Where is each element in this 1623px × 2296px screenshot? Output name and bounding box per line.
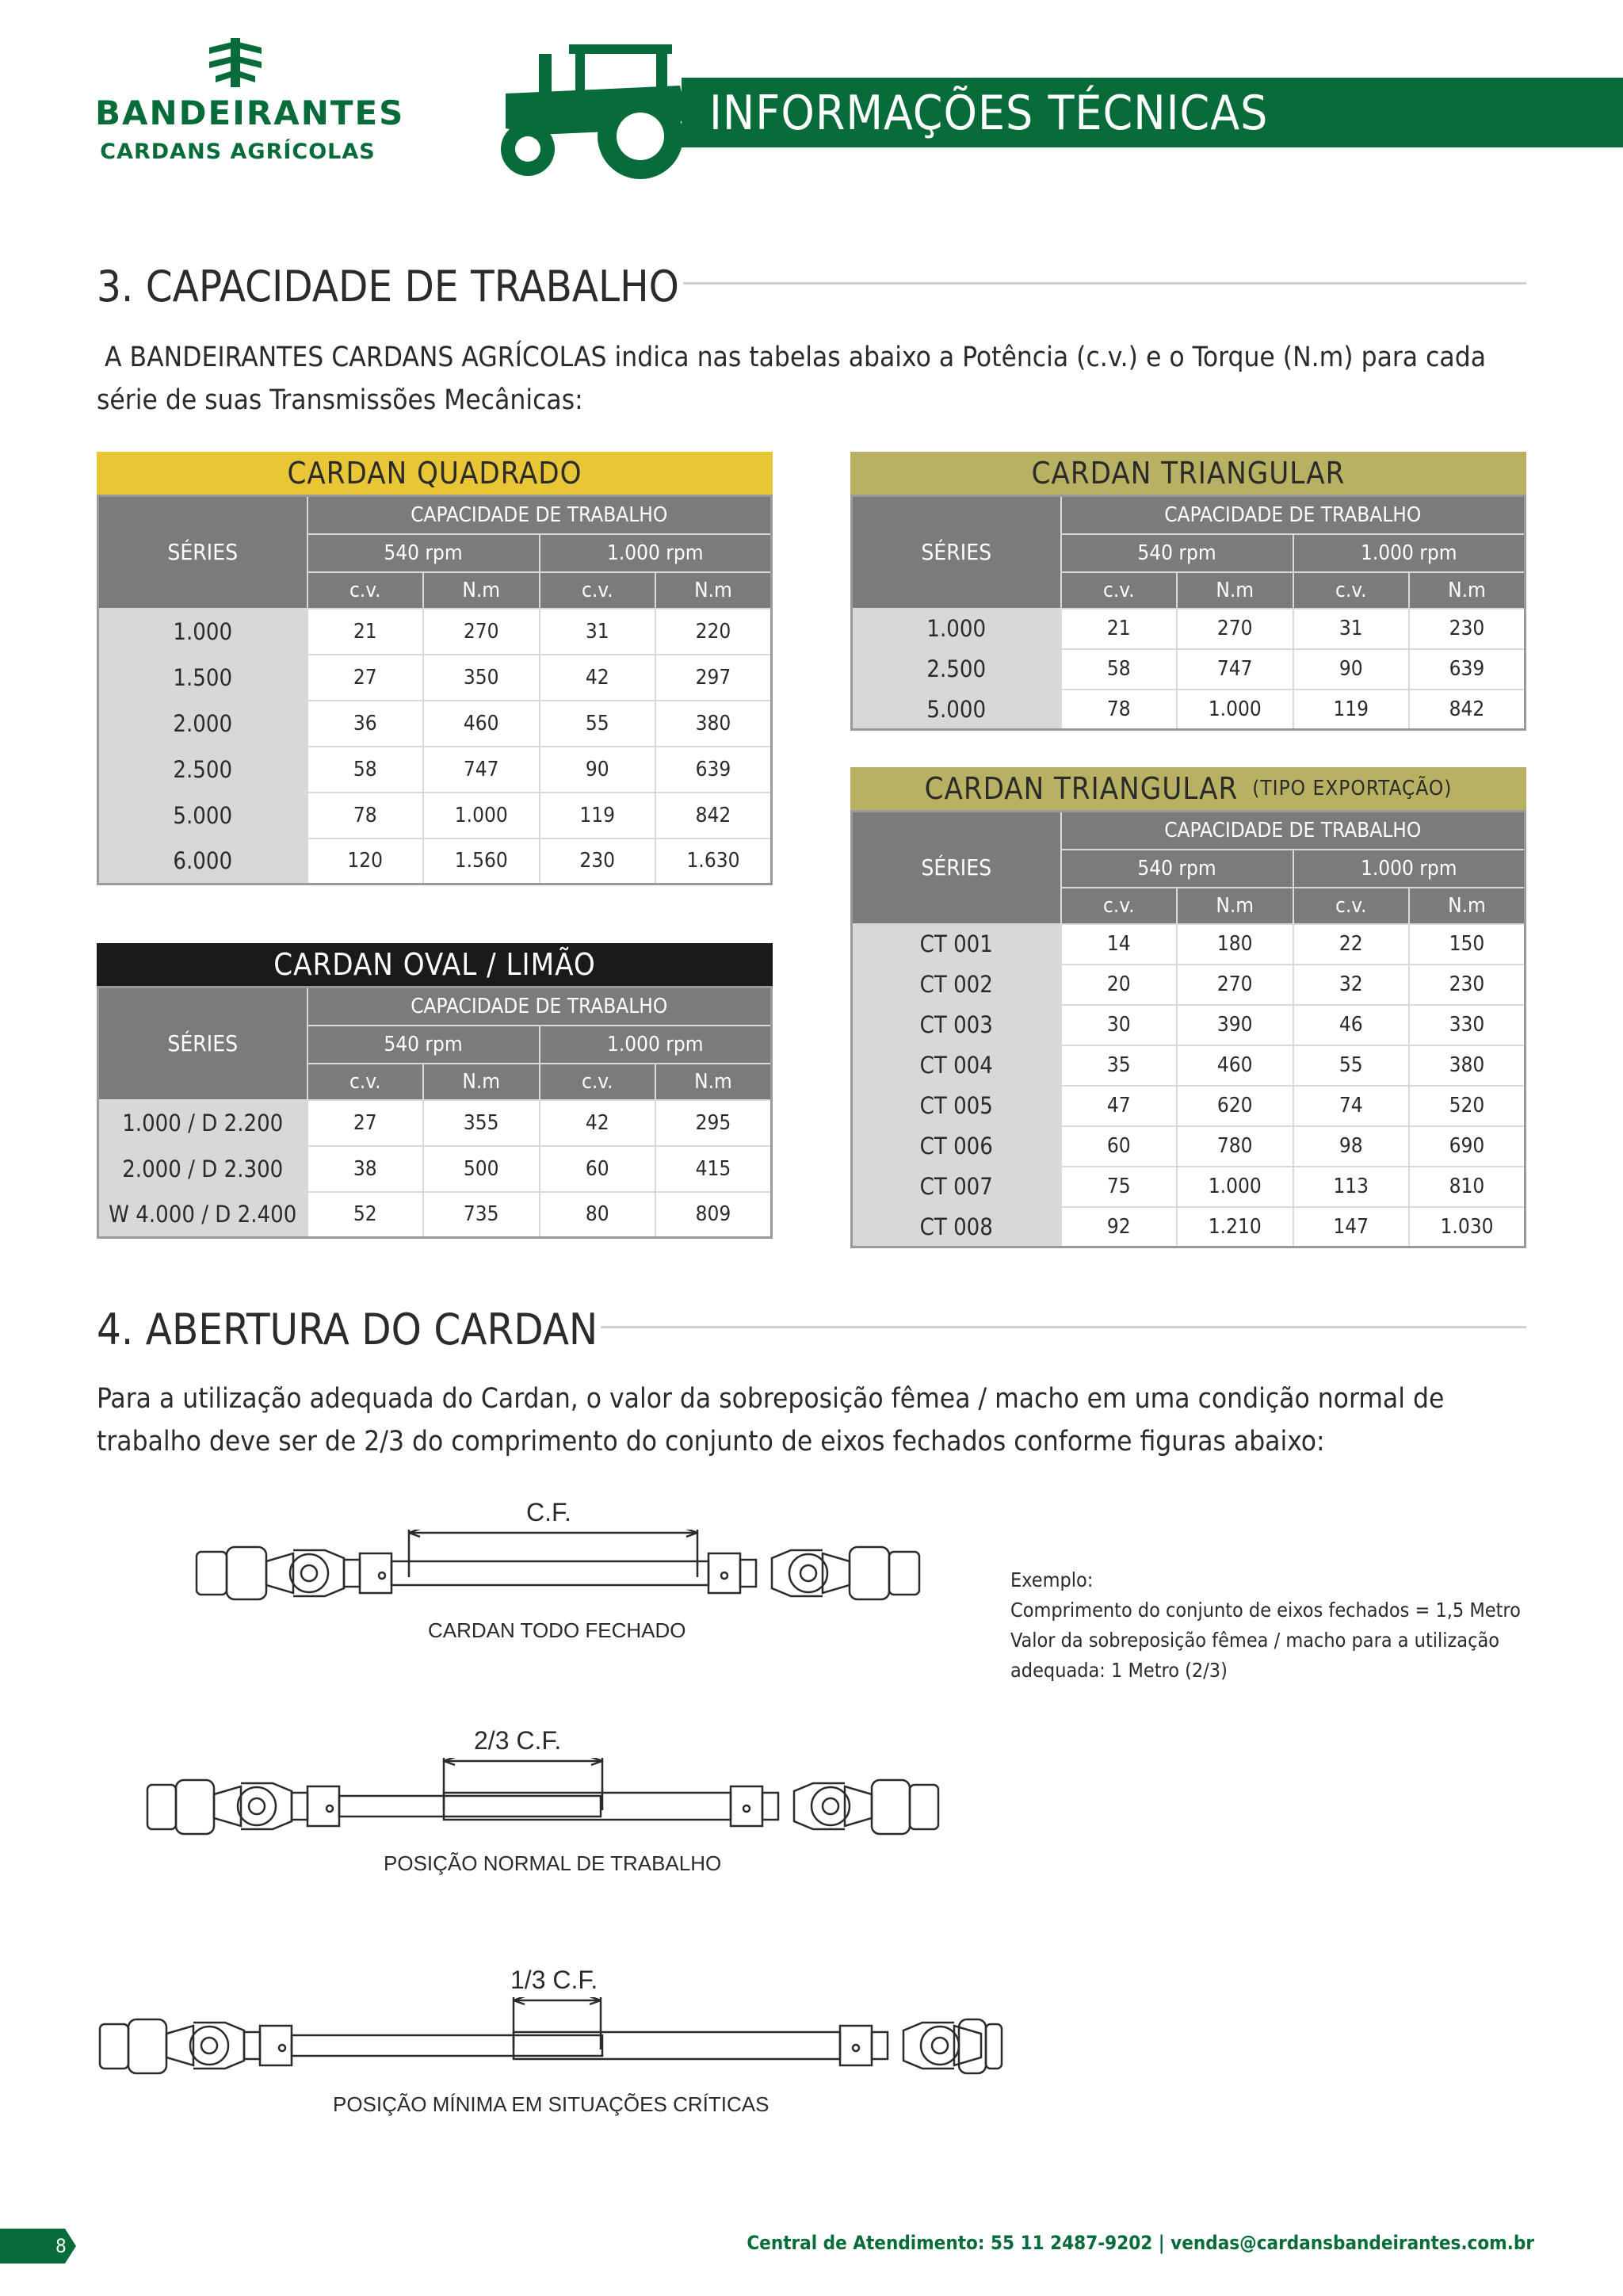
capacity-header: CAPACIDADE DE TRABALHO xyxy=(1061,496,1526,534)
example-line: Comprimento do conjunto de eixos fechados = 1,5 Metro xyxy=(1010,1599,1521,1622)
series-cell: W 4.000 / D 2.400 xyxy=(98,1192,307,1238)
table-cardan-triangular xyxy=(850,452,1526,731)
value-cell: 150 xyxy=(1409,924,1526,965)
section-4-rule xyxy=(601,1326,1526,1328)
brand-logo-icon xyxy=(208,38,263,87)
value-cell: 295 xyxy=(655,1100,772,1146)
value-cell: 180 xyxy=(1177,924,1293,965)
value-cell: 809 xyxy=(655,1192,772,1238)
capacity-header: CAPACIDADE DE TRABALHO xyxy=(307,496,772,534)
value-cell: 230 xyxy=(1409,965,1526,1005)
rpm540-header: 540 rpm xyxy=(1061,534,1293,572)
value-cell: 1.210 xyxy=(1177,1207,1293,1247)
table-row xyxy=(98,609,772,655)
table-row xyxy=(98,701,772,747)
series-cell: 5.000 xyxy=(852,690,1061,730)
series-cell: 2.000 xyxy=(98,701,307,747)
rpm1000-header: 1.000 rpm xyxy=(540,534,772,572)
value-cell: 21 xyxy=(1061,609,1178,649)
value-cell: 147 xyxy=(1293,1207,1410,1247)
nm-header: N.m xyxy=(423,1064,540,1100)
table-title: CARDAN TRIANGULAR xyxy=(850,452,1526,495)
value-cell: 220 xyxy=(655,609,772,655)
value-cell: 270 xyxy=(1177,609,1293,649)
table-row xyxy=(98,747,772,793)
table-title-main: CARDAN TRIANGULAR xyxy=(924,771,1239,806)
value-cell: 46 xyxy=(1293,1005,1410,1045)
value-cell: 1.000 xyxy=(1177,1167,1293,1207)
series-cell: CT 001 xyxy=(852,924,1061,965)
dimension-label: 1/3 C.F. xyxy=(510,1966,598,1994)
diagram-caption: POSIÇÃO MÍNIMA EM SITUAÇÕES CRÍTICAS xyxy=(333,2092,769,2116)
nm-header: N.m xyxy=(655,1064,772,1100)
table-row xyxy=(852,649,1526,690)
value-cell: 36 xyxy=(307,701,424,747)
cv-header: c.v. xyxy=(307,572,424,609)
cardan-normal-icon xyxy=(143,1758,975,1845)
table-row xyxy=(852,965,1526,1005)
value-cell: 230 xyxy=(1409,609,1526,649)
value-cell: 78 xyxy=(307,793,424,839)
banner-title: INFORMAÇÕES TÉCNICAS xyxy=(709,86,1269,141)
series-header: SÉRIES xyxy=(852,496,1061,609)
table-row xyxy=(98,1100,772,1146)
value-cell: 42 xyxy=(540,655,656,701)
example-line: adequada: 1 Metro (2/3) xyxy=(1010,1659,1228,1682)
value-cell: 31 xyxy=(540,609,656,655)
table-row xyxy=(852,1045,1526,1086)
value-cell: 355 xyxy=(423,1100,540,1146)
diagram-caption: CARDAN TODO FECHADO xyxy=(428,1618,686,1642)
value-cell: 330 xyxy=(1409,1005,1526,1045)
spec-table xyxy=(97,495,773,885)
capacity-header: CAPACIDADE DE TRABALHO xyxy=(307,988,772,1026)
series-header: SÉRIES xyxy=(852,812,1061,924)
value-cell: 90 xyxy=(540,747,656,793)
series-cell: CT 002 xyxy=(852,965,1061,1005)
series-cell: CT 007 xyxy=(852,1167,1061,1207)
value-cell: 47 xyxy=(1061,1086,1178,1126)
value-cell: 27 xyxy=(307,655,424,701)
diagram-normal xyxy=(143,1726,975,1877)
spec-table xyxy=(850,810,1526,1248)
table-title-suffix: (TIPO EXPORTAÇÃO) xyxy=(1252,777,1453,800)
series-cell: 1.000 / D 2.200 xyxy=(98,1100,307,1146)
value-cell: 380 xyxy=(1409,1045,1526,1086)
value-cell: 1.000 xyxy=(1177,690,1293,730)
capacity-header: CAPACIDADE DE TRABALHO xyxy=(1061,812,1526,850)
value-cell: 270 xyxy=(423,609,540,655)
value-cell: 842 xyxy=(655,793,772,839)
table-row xyxy=(852,690,1526,730)
series-cell: CT 008 xyxy=(852,1207,1061,1247)
value-cell: 31 xyxy=(1293,609,1410,649)
value-cell: 297 xyxy=(655,655,772,701)
value-cell: 14 xyxy=(1061,924,1178,965)
series-header: SÉRIES xyxy=(98,988,307,1100)
table-row xyxy=(98,793,772,839)
diagram-closed xyxy=(182,1498,935,1648)
table-title: CARDAN QUADRADO xyxy=(97,452,773,495)
brand-name: BANDEIRANTES xyxy=(95,94,405,132)
series-cell: CT 006 xyxy=(852,1126,1061,1167)
page-number: 8 xyxy=(55,2235,67,2257)
value-cell: 58 xyxy=(307,747,424,793)
footer-contact: Central de Atendimento: 55 11 2487-9202 | vendas@cardansbandeirantes.com.br xyxy=(747,2232,1534,2254)
series-cell: 1.000 xyxy=(852,609,1061,649)
table-row xyxy=(98,1192,772,1238)
cv-header: c.v. xyxy=(1293,572,1410,609)
value-cell: 380 xyxy=(655,701,772,747)
nm-header: N.m xyxy=(1409,572,1526,609)
value-cell: 55 xyxy=(540,701,656,747)
example-line: Valor da sobreposição fêmea / macho para a utilização xyxy=(1010,1629,1499,1652)
cv-header: c.v. xyxy=(540,572,656,609)
value-cell: 350 xyxy=(423,655,540,701)
spec-table xyxy=(97,986,773,1239)
nm-header: N.m xyxy=(1409,888,1526,924)
value-cell: 620 xyxy=(1177,1086,1293,1126)
section-3-rule xyxy=(683,282,1526,285)
cv-header: c.v. xyxy=(540,1064,656,1100)
table-row xyxy=(852,1207,1526,1247)
value-cell: 92 xyxy=(1061,1207,1178,1247)
series-cell: 2.000 / D 2.300 xyxy=(98,1146,307,1192)
series-cell: CT 003 xyxy=(852,1005,1061,1045)
value-cell: 38 xyxy=(307,1146,424,1192)
series-cell: 6.000 xyxy=(98,839,307,884)
series-header: SÉRIES xyxy=(98,496,307,609)
section-4-title: 4. ABERTURA DO CARDAN xyxy=(97,1305,598,1354)
value-cell: 1.630 xyxy=(655,839,772,884)
table-row xyxy=(98,1146,772,1192)
table-row xyxy=(852,1167,1526,1207)
example-title: Exemplo: xyxy=(1010,1568,1094,1591)
value-cell: 1.000 xyxy=(423,793,540,839)
value-cell: 113 xyxy=(1293,1167,1410,1207)
value-cell: 120 xyxy=(307,839,424,884)
value-cell: 20 xyxy=(1061,965,1178,1005)
value-cell: 747 xyxy=(423,747,540,793)
table-title: CARDAN OVAL / LIMÃO xyxy=(97,943,773,986)
section-4-intro: Para a utilização adequada do Cardan, o valor da sobreposição fêmea / macho em uma condição normal de trabalho deve ser de 2/3 do comprimento do conjunto de eixos fechados conforme figuras abaixo: xyxy=(97,1383,1445,1457)
value-cell: 78 xyxy=(1061,690,1178,730)
value-cell: 842 xyxy=(1409,690,1526,730)
table-row xyxy=(98,839,772,884)
value-cell: 60 xyxy=(1061,1126,1178,1167)
value-cell: 35 xyxy=(1061,1045,1178,1086)
series-cell: CT 005 xyxy=(852,1086,1061,1126)
nm-header: N.m xyxy=(655,572,772,609)
nm-header: N.m xyxy=(1177,888,1293,924)
value-cell: 90 xyxy=(1293,649,1410,690)
rpm540-header: 540 rpm xyxy=(307,1026,540,1064)
tractor-icon xyxy=(490,40,697,181)
table-row xyxy=(852,1005,1526,1045)
section-3-intro: A BANDEIRANTES CARDANS AGRÍCOLAS indica nas tabelas abaixo a Potência (c.v.) e o Torque (N.m) para cada série de suas Transmissões Mecânicas: xyxy=(97,342,1486,416)
value-cell: 390 xyxy=(1177,1005,1293,1045)
diagram-caption: POSIÇÃO NORMAL DE TRABALHO xyxy=(384,1851,722,1875)
table-row xyxy=(852,1086,1526,1126)
series-cell: 1.500 xyxy=(98,655,307,701)
value-cell: 500 xyxy=(423,1146,540,1192)
series-cell: CT 004 xyxy=(852,1045,1061,1086)
value-cell: 80 xyxy=(540,1192,656,1238)
value-cell: 75 xyxy=(1061,1167,1178,1207)
table-row xyxy=(98,655,772,701)
spec-table xyxy=(850,495,1526,731)
value-cell: 74 xyxy=(1293,1086,1410,1126)
rpm540-header: 540 rpm xyxy=(307,534,540,572)
cardan-closed-icon xyxy=(182,1530,935,1609)
cardan-minimum-icon xyxy=(95,1997,1006,2084)
value-cell: 21 xyxy=(307,609,424,655)
example-box xyxy=(1010,1565,1565,1686)
cv-header: c.v. xyxy=(1061,572,1178,609)
value-cell: 60 xyxy=(540,1146,656,1192)
nm-header: N.m xyxy=(1177,572,1293,609)
table-cardan-oval xyxy=(97,943,773,1239)
table-cardan-triangular-export xyxy=(850,767,1526,1248)
table-row xyxy=(852,1126,1526,1167)
rpm1000-header: 1.000 rpm xyxy=(1293,534,1526,572)
value-cell: 780 xyxy=(1177,1126,1293,1167)
dimension-label: C.F. xyxy=(526,1498,571,1526)
value-cell: 810 xyxy=(1409,1167,1526,1207)
cv-header: c.v. xyxy=(1293,888,1410,924)
rpm540-header: 540 rpm xyxy=(1061,850,1293,888)
series-cell: 1.000 xyxy=(98,609,307,655)
value-cell: 415 xyxy=(655,1146,772,1192)
table-row xyxy=(852,609,1526,649)
value-cell: 520 xyxy=(1409,1086,1526,1126)
value-cell: 30 xyxy=(1061,1005,1178,1045)
value-cell: 52 xyxy=(307,1192,424,1238)
value-cell: 1.030 xyxy=(1409,1207,1526,1247)
value-cell: 460 xyxy=(423,701,540,747)
dimension-label: 2/3 C.F. xyxy=(474,1726,562,1755)
table-cardan-quadrado xyxy=(97,452,773,885)
value-cell: 460 xyxy=(1177,1045,1293,1086)
value-cell: 119 xyxy=(540,793,656,839)
cv-header: c.v. xyxy=(307,1064,424,1100)
value-cell: 639 xyxy=(655,747,772,793)
value-cell: 22 xyxy=(1293,924,1410,965)
diagram-minimum xyxy=(95,1966,1006,2116)
rpm1000-header: 1.000 rpm xyxy=(540,1026,772,1064)
table-row xyxy=(852,924,1526,965)
value-cell: 639 xyxy=(1409,649,1526,690)
value-cell: 119 xyxy=(1293,690,1410,730)
section-3-title: 3. CAPACIDADE DE TRABALHO xyxy=(97,262,679,311)
table-title xyxy=(850,767,1526,810)
rpm1000-header: 1.000 rpm xyxy=(1293,850,1526,888)
series-cell: 2.500 xyxy=(852,649,1061,690)
value-cell: 735 xyxy=(423,1192,540,1238)
value-cell: 230 xyxy=(540,839,656,884)
series-cell: 5.000 xyxy=(98,793,307,839)
value-cell: 98 xyxy=(1293,1126,1410,1167)
value-cell: 42 xyxy=(540,1100,656,1146)
value-cell: 270 xyxy=(1177,965,1293,1005)
brand-subtitle: CARDANS AGRÍCOLAS xyxy=(100,139,376,164)
value-cell: 27 xyxy=(307,1100,424,1146)
value-cell: 747 xyxy=(1177,649,1293,690)
value-cell: 690 xyxy=(1409,1126,1526,1167)
nm-header: N.m xyxy=(423,572,540,609)
cv-header: c.v. xyxy=(1061,888,1178,924)
value-cell: 55 xyxy=(1293,1045,1410,1086)
series-cell: 2.500 xyxy=(98,747,307,793)
value-cell: 58 xyxy=(1061,649,1178,690)
value-cell: 1.560 xyxy=(423,839,540,884)
value-cell: 32 xyxy=(1293,965,1410,1005)
